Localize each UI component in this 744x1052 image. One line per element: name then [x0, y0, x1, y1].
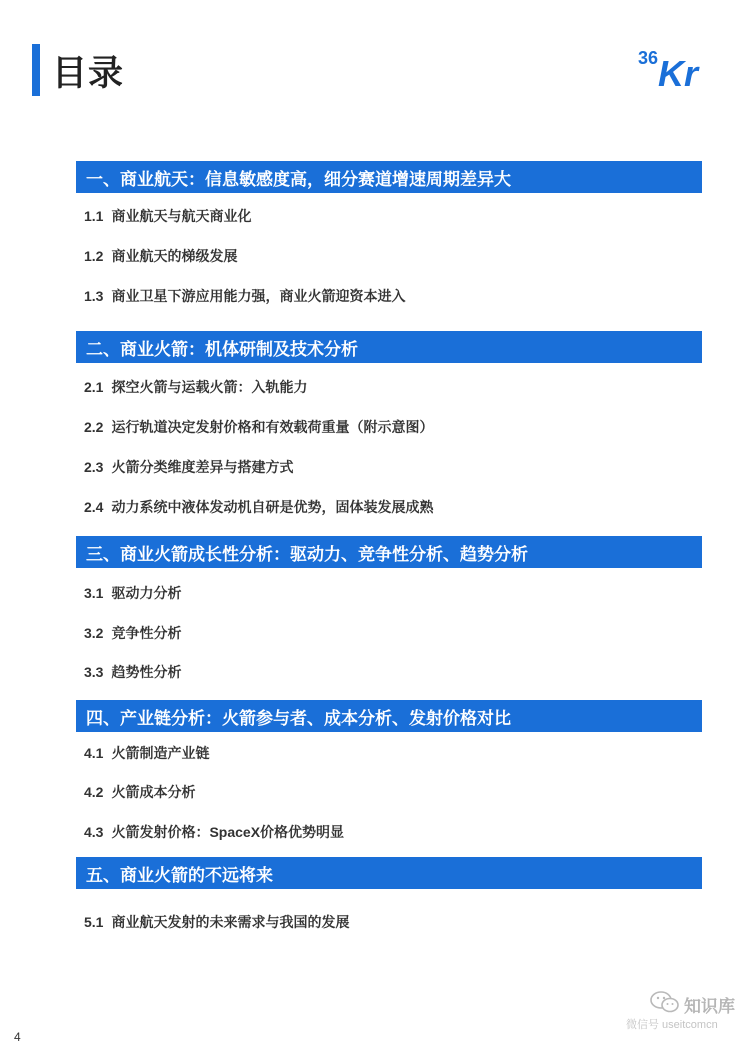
toc-item-3-2[interactable] [84, 623, 181, 643]
toc-item-number: 3.2 [84, 625, 104, 641]
svg-text:36: 36 [638, 48, 659, 68]
watermark-subtitle: 微信号 useitcomcn [626, 1019, 718, 1031]
toc-item-2-4[interactable] [84, 497, 433, 517]
toc-item-2-2[interactable] [84, 417, 433, 437]
toc-item-4-2[interactable] [84, 782, 195, 802]
toc-item-label: 火箭发射价格：SpaceX价格优势明显 [111, 824, 345, 840]
toc-item-1-1[interactable] [84, 206, 251, 226]
page-number: 4 [14, 1030, 21, 1044]
toc-item-label: 驱动力分析 [111, 585, 182, 601]
svg-text:Kr: Kr [658, 53, 699, 88]
section-header-3[interactable]: 三、商业火箭成长性分析：驱动力、竞争性分析、趋势分析 [76, 536, 702, 568]
toc-item-label: 趋势性分析 [111, 664, 182, 680]
toc-item-label: 竞争性分析 [111, 625, 182, 641]
toc-item-number: 1.1 [84, 208, 104, 224]
toc-item-label: 火箭制造产业链 [111, 745, 210, 761]
section-header-4[interactable]: 四、产业链分析：火箭参与者、成本分析、发射价格对比 [76, 700, 702, 732]
toc-item-number: 3.3 [84, 664, 104, 680]
section-header-5[interactable]: 五、商业火箭的不远将来 [76, 857, 702, 889]
toc-item-number: 1.3 [84, 288, 104, 304]
toc-item-label: 商业航天与航天商业化 [111, 208, 252, 224]
toc-item-number: 4.1 [84, 745, 104, 761]
page-title: 目录 [52, 54, 125, 93]
toc-item-number: 2.2 [84, 419, 104, 435]
toc-item-2-3[interactable] [84, 457, 293, 477]
toc-item-number: 1.2 [84, 248, 104, 264]
toc-item-number: 4.2 [84, 784, 104, 800]
toc-item-number: 2.4 [84, 499, 104, 515]
watermark [622, 988, 740, 1032]
toc-item-label: 商业卫星下游应用能力强，商业火箭迎资本进入 [111, 288, 406, 304]
wechat-icon [650, 990, 680, 1014]
toc-item-number: 2.1 [84, 379, 104, 395]
toc-item-label: 探空火箭与运载火箭：入轨能力 [111, 379, 308, 395]
toc-item-label: 火箭成本分析 [111, 784, 196, 800]
toc-item-3-1[interactable] [84, 583, 181, 603]
section-header-1[interactable]: 一、商业航天：信息敏感度高，细分赛道增速周期差异大 [76, 161, 702, 193]
toc-item-1-2[interactable] [84, 246, 237, 266]
toc-item-1-3[interactable] [84, 286, 405, 306]
toc-item-label: 火箭分类维度差异与搭建方式 [111, 459, 294, 475]
toc-item-number: 5.1 [84, 914, 104, 930]
toc-item-label: 商业航天发射的未来需求与我国的发展 [111, 914, 350, 930]
toc-item-label: 商业航天的梯级发展 [111, 248, 238, 264]
toc-item-4-3[interactable] [84, 822, 344, 842]
watermark-name: 知识库 [684, 997, 735, 1016]
toc-item-4-1[interactable] [84, 743, 209, 763]
toc-item-number: 2.3 [84, 459, 104, 475]
toc-item-label: 运行轨道决定发射价格和有效载荷重量（附示意图） [111, 419, 434, 435]
toc-item-2-1[interactable] [84, 377, 307, 397]
toc-item-5-1[interactable] [84, 912, 349, 932]
toc-item-number: 3.1 [84, 585, 104, 601]
toc-item-number: 4.3 [84, 824, 104, 840]
section-header-2[interactable]: 二、商业火箭：机体研制及技术分析 [76, 331, 702, 363]
toc-item-label: 动力系统中液体发动机自研是优势，固体装发展成熟 [111, 499, 434, 515]
toc-item-3-3[interactable] [84, 662, 181, 682]
